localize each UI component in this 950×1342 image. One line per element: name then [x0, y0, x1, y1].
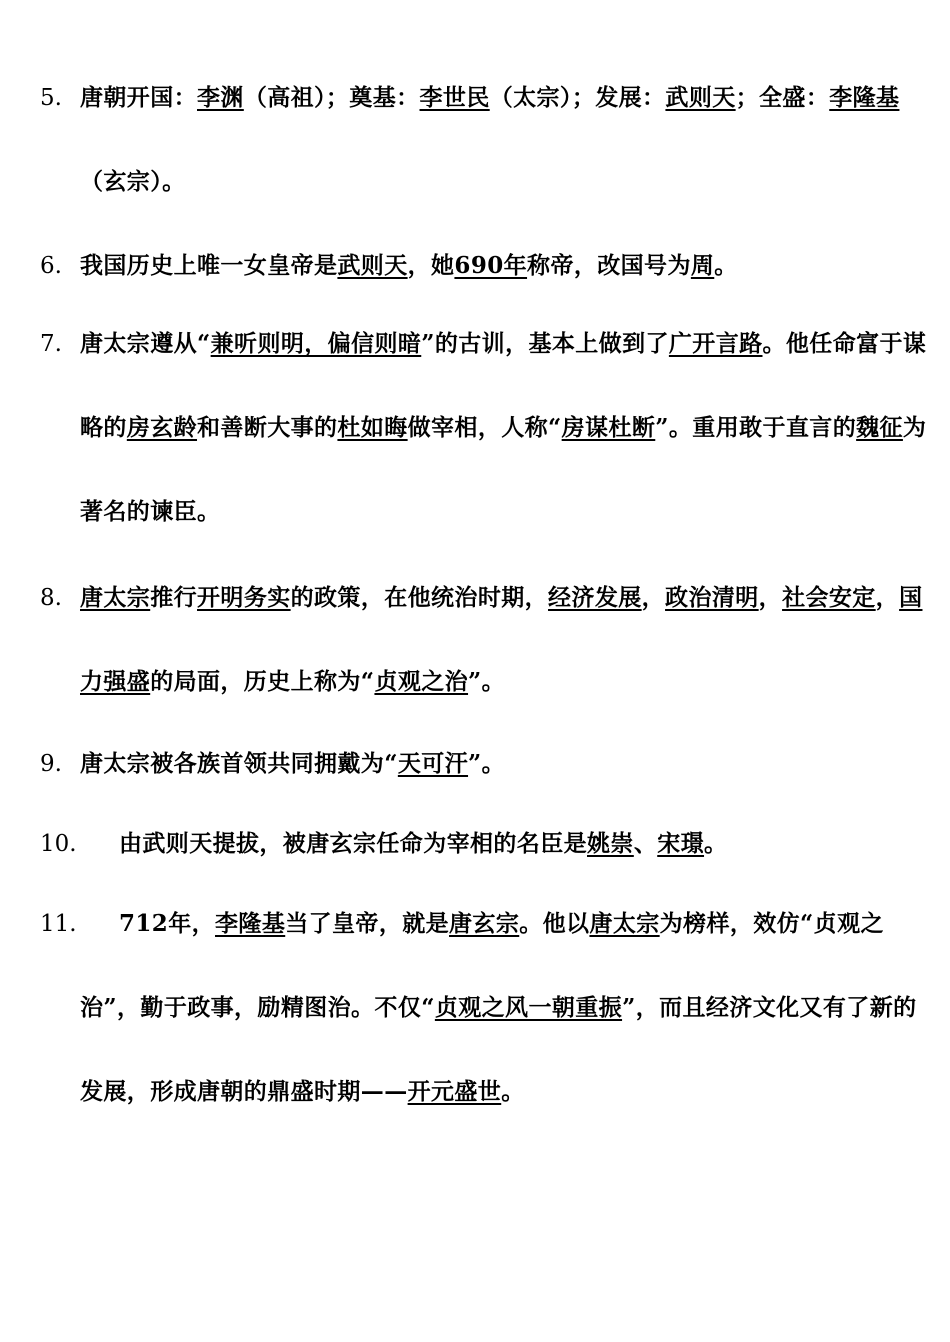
text-segment: 的政策，在他统治时期，	[290, 584, 549, 611]
underlined-answer: 政治清明	[665, 584, 759, 611]
text-segment: 我国历史上唯一女皇帝是	[80, 252, 338, 279]
underlined-answer: 杜如晦	[337, 414, 408, 441]
underlined-answer: 唐太宗	[589, 910, 660, 937]
underlined-answer: 开明务实	[197, 584, 291, 611]
underlined-answer: 房谋杜断	[561, 414, 656, 441]
item-number: 7.	[40, 331, 62, 357]
underlined-answer: 李渊	[197, 84, 244, 111]
text-segment: 推行	[150, 584, 198, 611]
text-segment: 。	[704, 830, 728, 857]
underlined-answer: 广开言路	[668, 330, 763, 357]
underlined-answer: 宋璟	[657, 830, 705, 857]
underlined-answer: 周	[690, 252, 715, 279]
text-segment: 的局面，历史上称为“	[150, 668, 375, 695]
item-text	[80, 224, 930, 308]
text-segment: （玄宗）。	[80, 168, 186, 195]
underlined-answer: 李世民	[419, 84, 490, 111]
list-item-9	[40, 722, 930, 806]
item-number: 10.	[40, 831, 77, 857]
text-segment: 当了皇帝，就是	[285, 910, 450, 937]
text-segment: 称帝，改国号为	[527, 252, 691, 279]
underlined-answer: 国力强盛	[80, 584, 923, 695]
list-item-8	[40, 556, 930, 724]
underlined-answer: 唐太宗	[80, 584, 151, 611]
text-segment: 。他任命富于谋略的	[80, 330, 927, 441]
underlined-answer: 房玄龄	[126, 414, 198, 441]
item-text	[80, 722, 930, 806]
item-text	[119, 802, 930, 886]
text-segment: ”。	[468, 668, 506, 695]
item-number: 8.	[40, 585, 62, 611]
underlined-answer: 经济发展	[548, 584, 642, 611]
text-segment: 唐太宗被各族首领共同拥戴为“	[80, 750, 398, 777]
text-segment: 为榜样，效仿“贞观之治”，勤于政事，励精图治。不仅“	[80, 910, 884, 1021]
list-item-11	[40, 882, 930, 1134]
text-segment: 唐朝开国：	[80, 84, 197, 111]
text-segment: 712年，	[119, 910, 216, 937]
list-item-6	[40, 224, 930, 308]
text-segment: 为著名的谏臣。	[80, 414, 927, 525]
text-segment: 做宰相，人称“	[407, 414, 562, 441]
item-number: 6.	[40, 253, 62, 279]
text-segment: 。	[714, 252, 738, 279]
underlined-answer: 魏征	[856, 414, 903, 441]
list-item-5	[40, 56, 930, 224]
underlined-answer: 690年	[454, 252, 528, 279]
item-number: 9.	[40, 751, 62, 777]
text-segment: （太宗）；发展：	[489, 84, 666, 111]
underlined-answer: 开元盛世	[407, 1078, 502, 1105]
text-segment: 、	[633, 830, 658, 857]
underlined-answer: 兼听则明，偏信则暗	[210, 330, 422, 357]
item-number: 11.	[40, 911, 77, 937]
list-item-7	[40, 302, 930, 554]
text-segment: ，	[758, 584, 783, 611]
text-segment: ”。重用敢于直言的	[655, 414, 857, 441]
item-number: 5.	[40, 85, 62, 111]
underlined-answer: 贞观之治	[374, 668, 469, 695]
underlined-answer: 武则天	[665, 84, 736, 111]
text-segment: ”，而且经济文化又有了新的发展，形成唐朝的鼎盛时期——	[80, 994, 917, 1105]
text-segment: ”的古训，基本上做到了	[421, 330, 669, 357]
text-segment: 唐太宗遵从“	[80, 330, 211, 357]
underlined-answer: 社会安定	[782, 584, 876, 611]
text-segment: ”。	[468, 750, 506, 777]
item-text	[80, 302, 930, 554]
underlined-answer: 唐玄宗	[449, 910, 520, 937]
item-text	[80, 882, 930, 1134]
text-segment: （高祖）；奠基：	[243, 84, 420, 111]
underlined-answer: 李隆基	[829, 84, 900, 111]
underlined-answer: 武则天	[337, 252, 408, 279]
text-segment: ；全盛：	[735, 84, 830, 111]
text-segment: ，她	[407, 252, 455, 279]
item-text	[80, 556, 930, 724]
text-segment: ，	[875, 584, 900, 611]
underlined-answer: 天可汗	[397, 750, 469, 777]
item-text	[80, 56, 930, 224]
list-item-10	[40, 802, 930, 886]
text-segment: 由武则天提拔，被唐玄宗任命为宰相的名臣是	[119, 830, 587, 857]
underlined-answer: 姚崇	[587, 830, 634, 857]
text-segment: ，	[641, 584, 666, 611]
underlined-answer: 贞观之风一朝重振	[434, 994, 623, 1021]
text-segment: 。他以	[519, 910, 590, 937]
text-segment: 和善断大事的	[197, 414, 338, 441]
underlined-answer: 李隆基	[215, 910, 286, 937]
text-segment: 。	[501, 1078, 525, 1105]
